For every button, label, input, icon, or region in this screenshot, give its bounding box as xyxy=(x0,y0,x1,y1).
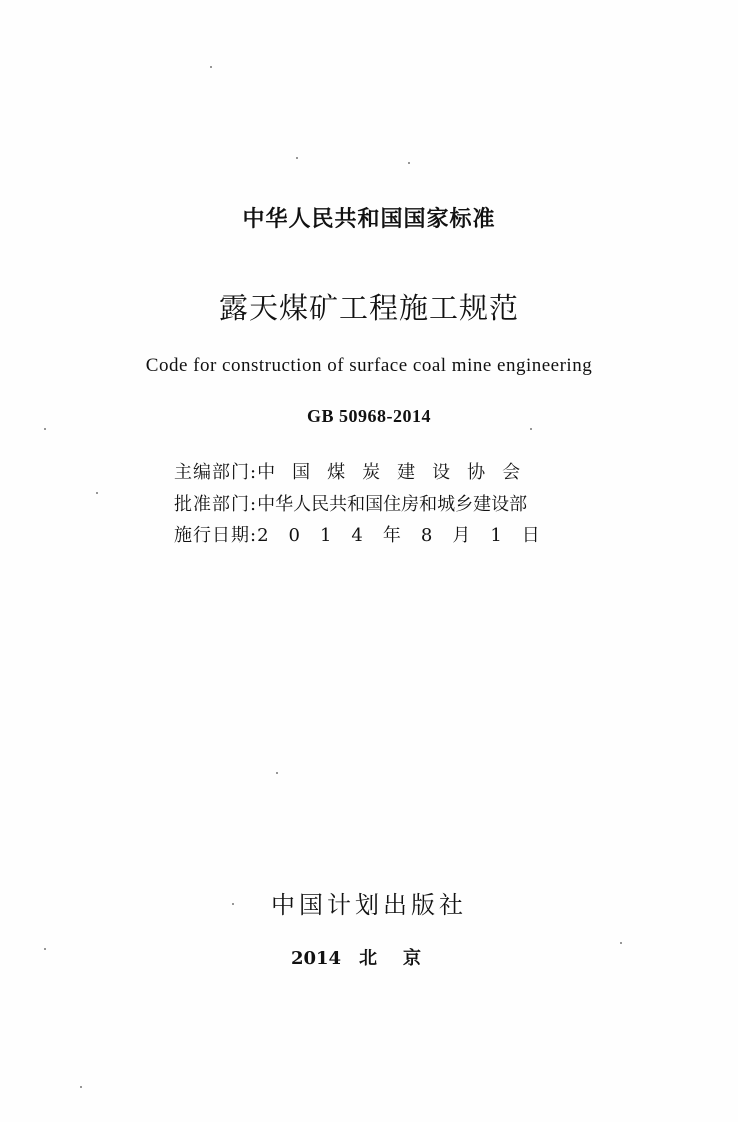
chief-editor-row xyxy=(174,458,594,484)
scan-speck xyxy=(296,157,298,159)
publication-line xyxy=(0,944,738,970)
standard-code: GB 50968-2014 xyxy=(306,406,431,426)
chief-editor-value: 中国煤炭建设协会 xyxy=(257,462,538,483)
scan-speck xyxy=(80,1086,82,1088)
scan-speck xyxy=(620,942,622,944)
scan-speck xyxy=(530,428,532,430)
approver-label: 批准部门: xyxy=(174,494,258,515)
scan-speck xyxy=(44,948,46,950)
document-title-chinese: 露天煤矿工程施工规范 xyxy=(218,291,519,325)
scan-speck xyxy=(232,903,234,905)
scan-speck xyxy=(96,492,98,494)
scan-speck xyxy=(408,162,410,164)
document-title-english: Code for construction of surface coal mine engineering xyxy=(145,355,593,376)
publication-year: 2014 xyxy=(290,948,342,969)
publication-city: 北京 xyxy=(359,948,448,969)
scan-speck xyxy=(44,428,46,430)
approver-value: 中华人民共和国住房和城乡建设部 xyxy=(257,494,528,515)
effective-date-value: 2014年8月1日 xyxy=(257,525,560,546)
scan-speck xyxy=(276,772,278,774)
effective-date-row xyxy=(174,521,594,547)
publisher-name: 中国计划出版社 xyxy=(271,891,467,919)
approver-row xyxy=(174,490,594,516)
chief-editor-label: 主编部门: xyxy=(174,462,258,483)
scan-speck xyxy=(210,66,212,68)
standard-category: 中华人民共和国国家标准 xyxy=(242,207,496,232)
effective-date-label: 施行日期: xyxy=(174,525,258,546)
